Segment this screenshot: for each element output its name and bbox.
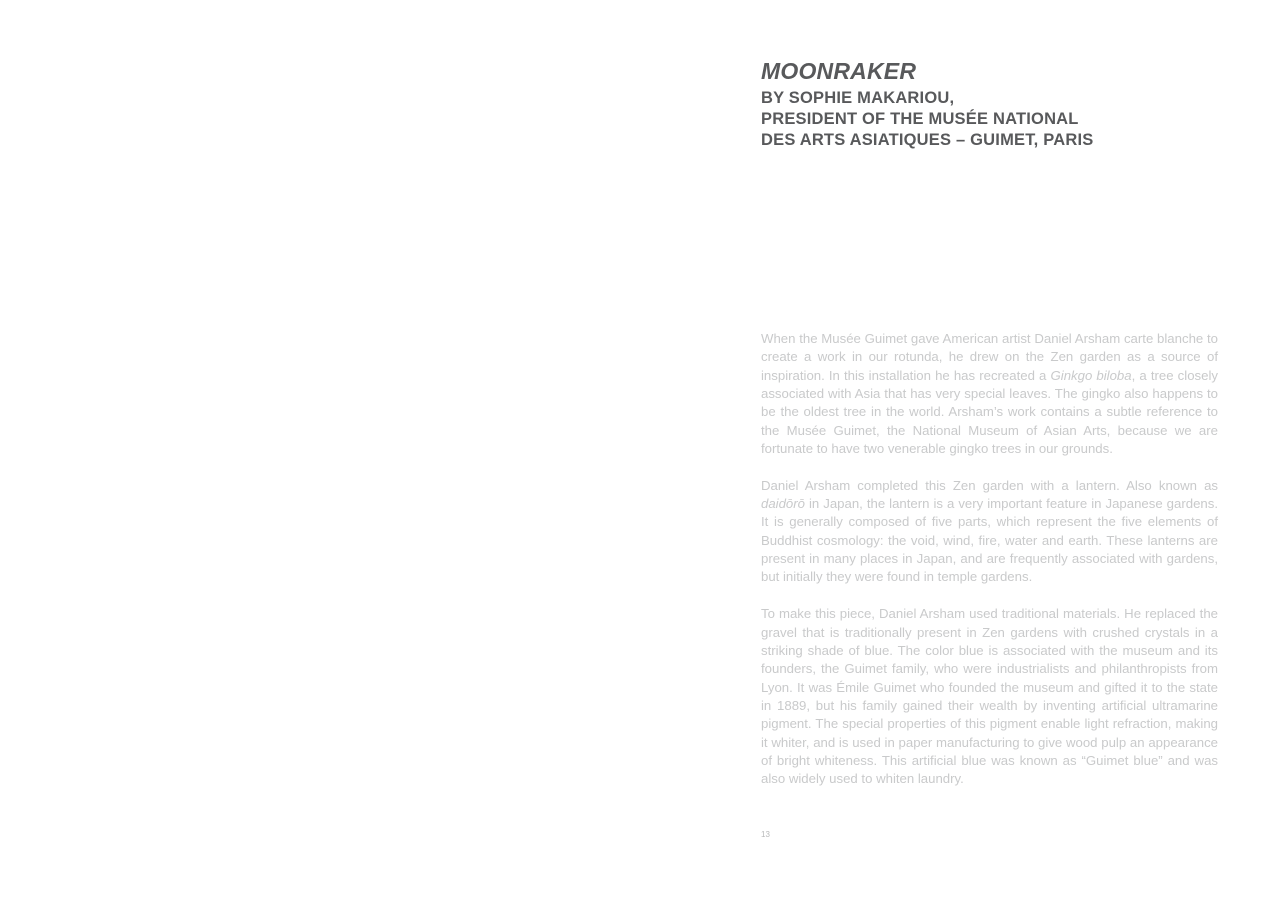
- paragraph-2-italic: daidōrō: [761, 496, 805, 512]
- paragraph-2-text-b: in Japan, the lantern is a very important feature in Japanese gardens. It is generally composed of five parts, which represent the five elements of Buddhist cosmology: the void, wind, fire, water and earth. These lanterns are present in many places in Japan, and are frequently associated with gardens, but initially they were found in temple gardens.: [761, 496, 1218, 585]
- essay-byline: [761, 88, 1231, 151]
- byline-line-1: BY SOPHIE MAKARIOU,: [761, 89, 955, 107]
- byline-line-3: DES ARTS ASIATIQUES – GUIMET, PARIS: [761, 131, 1094, 149]
- paragraph-1-italic: Ginkgo biloba: [1050, 367, 1132, 383]
- paragraph-1-text-b: , a tree closely associated with Asia that has very special leaves. The gingko also happens to be the oldest tree in the world. Arsham’s work contains a subtle reference to the Musée Guimet, the National Museum of Asian Arts, because we are fortunate to have two venerable gingko trees in our grounds.: [761, 367, 1218, 457]
- paragraph-2-text-a: Daniel Arsham completed this Zen garden with a lantern. Also known as: [761, 477, 1218, 493]
- page-number: 13: [761, 830, 770, 839]
- paragraph-1: [761, 330, 1218, 458]
- right-page: [639, 0, 1278, 913]
- byline-line-2: PRESIDENT OF THE MUSÉE NATIONAL: [761, 110, 1079, 128]
- paragraph-3: To make this piece, Daniel Arsham used traditional materials. He replaced the gravel that is traditionally present in Zen gardens with crushed crystals in a striking shade of blue. The color blue is associated with the museum and its founders, the Guimet family, who were industrialists and philanthropists from Lyon. It was Émile Guimet who founded the museum and gifted it to the state in 1889, but his family gained their wealth by inventing artificial ultramarine pigment. The special properties of this pigment enable light refraction, making it whiter, and is used in paper manufacturing to give wood pulp an appearance of bright whiteness. This artificial blue was known as “Guimet blue” and was also widely used to whiten laundry.: [761, 606, 1218, 787]
- paragraph-2: [761, 477, 1218, 587]
- essay-title: MOONRAKER: [761, 58, 917, 84]
- essay-body: [761, 330, 1218, 789]
- heading-block: [761, 58, 1231, 151]
- paragraph-1-text-a: When the Musée Guimet gave American artist Daniel Arsham carte blanche to create a work in our rotunda, he drew on the Zen garden as a source of inspiration. In this installation he has recreated a: [761, 331, 1218, 383]
